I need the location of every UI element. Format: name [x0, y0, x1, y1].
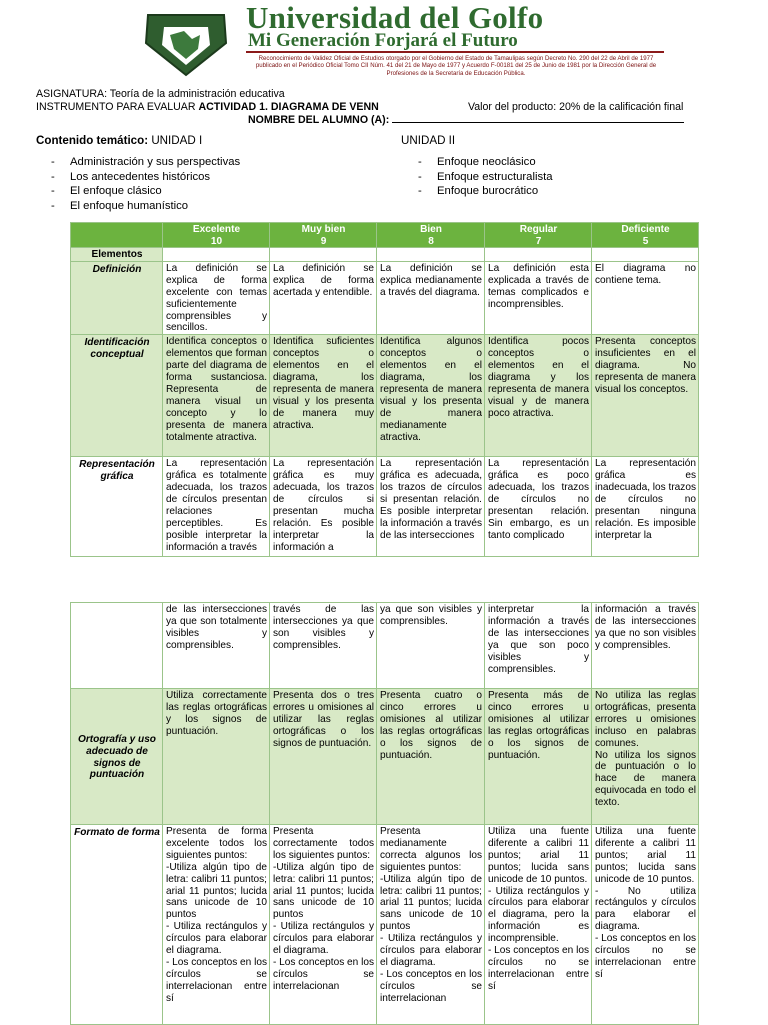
instrumento-line: [36, 101, 379, 113]
valor-producto: Valor del producto: 20% de la calificación final: [468, 101, 684, 113]
list-item: - Enfoque estructuralista: [418, 170, 553, 183]
university-logo: [140, 5, 232, 77]
list-item: - El enfoque clásico: [51, 185, 162, 198]
asignatura-line: ASIGNATURA: Teoría de la administración educativa: [36, 88, 285, 100]
elements-label: Elementos: [71, 248, 163, 262]
table-row: [71, 825, 699, 1025]
table-header-row: [71, 223, 699, 248]
level-header: Muy bien 9: [270, 223, 377, 248]
header-blank: [71, 223, 163, 248]
table-row: [71, 689, 699, 825]
criterion-label: Ortografía y uso adecuado de signos de puntuación: [71, 689, 163, 825]
level-header: Deficiente 5: [592, 223, 699, 248]
criterion-label: [71, 603, 163, 689]
rubric-cell: información a través de las intersecciones ya que no son visibles y comprensibles.: [592, 603, 699, 689]
nombre-alumno-line: [248, 113, 684, 126]
level-header: Regular 7: [485, 223, 592, 248]
rubric-cell: Utiliza una fuente diferente a calibri 11 puntos; arial 11 puntos; lucida sans unicode de 10 puntos. - Utiliza rectángulos y círculos para elaborar el diagrama, pero la información es incomprensible. - Los conceptos en los círculos no se interrelacionan entre sí: [485, 825, 592, 1025]
rubric-cell: Presenta conceptos insuficientes en el diagrama. No representa de manera visual los conceptos.: [592, 335, 699, 457]
elements-row: [71, 248, 699, 262]
rubric-cell: La representación gráfica es inadecuada, los trazos de círculos no presentan ninguna relación. Es imposible interpretar la: [592, 457, 699, 557]
nombre-alumno-field[interactable]: [392, 113, 684, 123]
instrumento-prefix: INSTRUMENTO PARA EVALUAR: [36, 101, 199, 113]
unit2-title: UNIDAD II: [401, 134, 456, 147]
rubric-cell: La definición se explica medianamente a través del diagrama.: [377, 261, 485, 334]
list-item: - Enfoque neoclásico: [418, 156, 536, 168]
university-subtitle: Mi Generación Forjará el Futuro: [248, 30, 518, 51]
university-title: Universidad del Golfo: [246, 0, 544, 35]
instrumento-activity: ACTIVIDAD 1. DIAGRAMA DE VENN: [198, 101, 379, 113]
contenido-label: Contenido temático:: [36, 134, 149, 147]
header-divider: [246, 51, 664, 53]
unit1-list: [51, 155, 240, 213]
rubric-cell: La representación gráfica es adecuada, los trazos de círculos si presentan relación. Es posible interpretar la información a través de las intersecciones: [377, 457, 485, 557]
unit2-list: [418, 155, 553, 199]
rubric-cell: Utiliza correctamente las reglas ortográficas y los signos de puntuación.: [163, 689, 270, 825]
table-row: [71, 335, 699, 457]
rubric-cell: través de las intersecciones ya que son visibles y comprensibles.: [270, 603, 377, 689]
nombre-alumno-label: NOMBRE DEL ALUMNO (A):: [248, 114, 390, 126]
rubric-cell: La definición se explica de forma acertada y entendible.: [270, 261, 377, 334]
rubric-cell: Identifica conceptos o elementos que forman parte del diagrama de forma sustanciosa. Representa de manera visual un concepto y lo presenta de manera totalmente atractiva.: [163, 335, 270, 457]
criterion-label: Representación gráfica: [71, 457, 163, 557]
rubric-cell: Presenta cuatro o cinco errores u omisiones al utilizar las reglas ortográficas o los signos de puntuación.: [377, 689, 485, 825]
contenido-tematico: [36, 134, 202, 147]
rubric-cell: ya que son visibles y comprensibles.: [377, 603, 485, 689]
rubric-cell: Identifica pocos conceptos o elementos en el diagrama y los representa de manera visual y de manera poco atractiva.: [485, 335, 592, 457]
level-header: Bien 8: [377, 223, 485, 248]
unit1-title: UNIDAD I: [151, 134, 203, 147]
rubric-table-part1: [70, 222, 699, 557]
criterion-label: Identificación conceptual: [71, 335, 163, 457]
list-item: - Los antecedentes históricos: [51, 170, 211, 183]
table-row: [71, 261, 699, 334]
rubric-cell: Identifica algunos conceptos o elementos en el diagrama, los representa de manera visual y los presenta de manera medianamente atractiva.: [377, 335, 485, 457]
legal-notice: Reconocimiento de Validez Oficial de Estudios otorgado por el Gobierno del Estado de Tamaulipas según Decreto No. 290 del 22 de Abril de 1977 publicado en el Periódico Oficial Tomo CII Núm. 41 del 21 de Mayo de 1977 y Acuerdo F-00181 del 25 de Junio de 1981 por la Dirección General de Profesiones de la Secretaría de Educación Pública.: [255, 55, 657, 77]
criterion-label: Definición: [71, 261, 163, 334]
rubric-cell: Presenta dos o tres errores u omisiones al utilizar las reglas ortográficas o los signos de puntuación.: [270, 689, 377, 825]
rubric-cell: La definición se explica de forma excelente con temas suficientemente comprensibles y sencillos.: [163, 261, 270, 334]
criterion-label: Formato de forma: [71, 825, 163, 1025]
list-item: - Enfoque burocrático: [418, 185, 539, 198]
rubric-cell: La definición esta explicada a través de temas complicados e incomprensibles.: [485, 261, 592, 334]
rubric-cell: La representación gráfica es muy adecuada, los trazos de círculos si presentan mucha relación. Es posible interpretar la información a: [270, 457, 377, 557]
level-header: Excelente 10: [163, 223, 270, 248]
table-row: [71, 457, 699, 557]
rubric-cell: No utiliza las reglas ortográficas, presenta errores u omisiones incluso en palabras comunes. No utiliza los signos de puntuación o lo hace de manera equivocada en todo el texto.: [592, 689, 699, 825]
rubric-cell: Presenta correctamente todos los siguientes puntos: -Utiliza algún tipo de letra: calibri 11 puntos; arial 11 puntos; lucida sans unicode de 10 puntos - Utiliza rectángulos y círculos para elaborar el diagrama. - Los conceptos en los círculos se interrelacionan: [270, 825, 377, 1025]
table-row: [71, 603, 699, 689]
list-item: - El enfoque humanístico: [51, 199, 189, 212]
rubric-cell: La representación gráfica es poco adecuada, los trazos de círculos no presentan relación. Sin embargo, es un tanto complicado: [485, 457, 592, 557]
rubric-cell: El diagrama no contiene tema.: [592, 261, 699, 334]
rubric-cell: Utiliza una fuente diferente a calibri 11 puntos; arial 11 puntos; lucida sans unicode de 10 puntos. - No utiliza rectángulos y círculos para elaborar el diagrama. - Los conceptos en los círculos no se interrelacionan entre sí: [592, 825, 699, 1025]
rubric-cell: La representación gráfica es totalmente adecuada, los trazos de círculos presentan relaciones perceptibles. Es posible interpretar la información a través: [163, 457, 270, 557]
rubric-cell: Identifica suficientes conceptos o elementos en el diagrama, los representa de manera visual y los presenta de manera muy atractiva.: [270, 335, 377, 457]
rubric-table-part2: [70, 602, 699, 1025]
rubric-cell: de las intersecciones ya que son totalmente visibles y comprensibles.: [163, 603, 270, 689]
rubric-cell: Presenta medianamente correcta algunos los siguientes puntos: -Utiliza algún tipo de letra: calibri 11 puntos; arial 11 puntos; lucida sans unicode de 10 puntos - Utiliza rectángulos y círculos para elaborar el diagrama. - Los conceptos en los círculos se interrelacionan: [377, 825, 485, 1025]
rubric-cell: Presenta de forma excelente todos los siguientes puntos: -Utiliza algún tipo de letra: calibri 11 puntos; arial 11 puntos; lucida sans unicode de 10 puntos - Utiliza rectángulos y círculos para elaborar el diagrama. - Los conceptos en los círculos se interrelacionan entre sí: [163, 825, 270, 1025]
list-item: - Administración y sus perspectivas: [51, 156, 241, 168]
rubric-cell: interpretar la información a través de las intersecciones ya que son poco visibles y comprensibles.: [485, 603, 592, 689]
rubric-cell: Presenta más de cinco errores u omisiones al utilizar las reglas ortográficas o los signos de puntuación.: [485, 689, 592, 825]
